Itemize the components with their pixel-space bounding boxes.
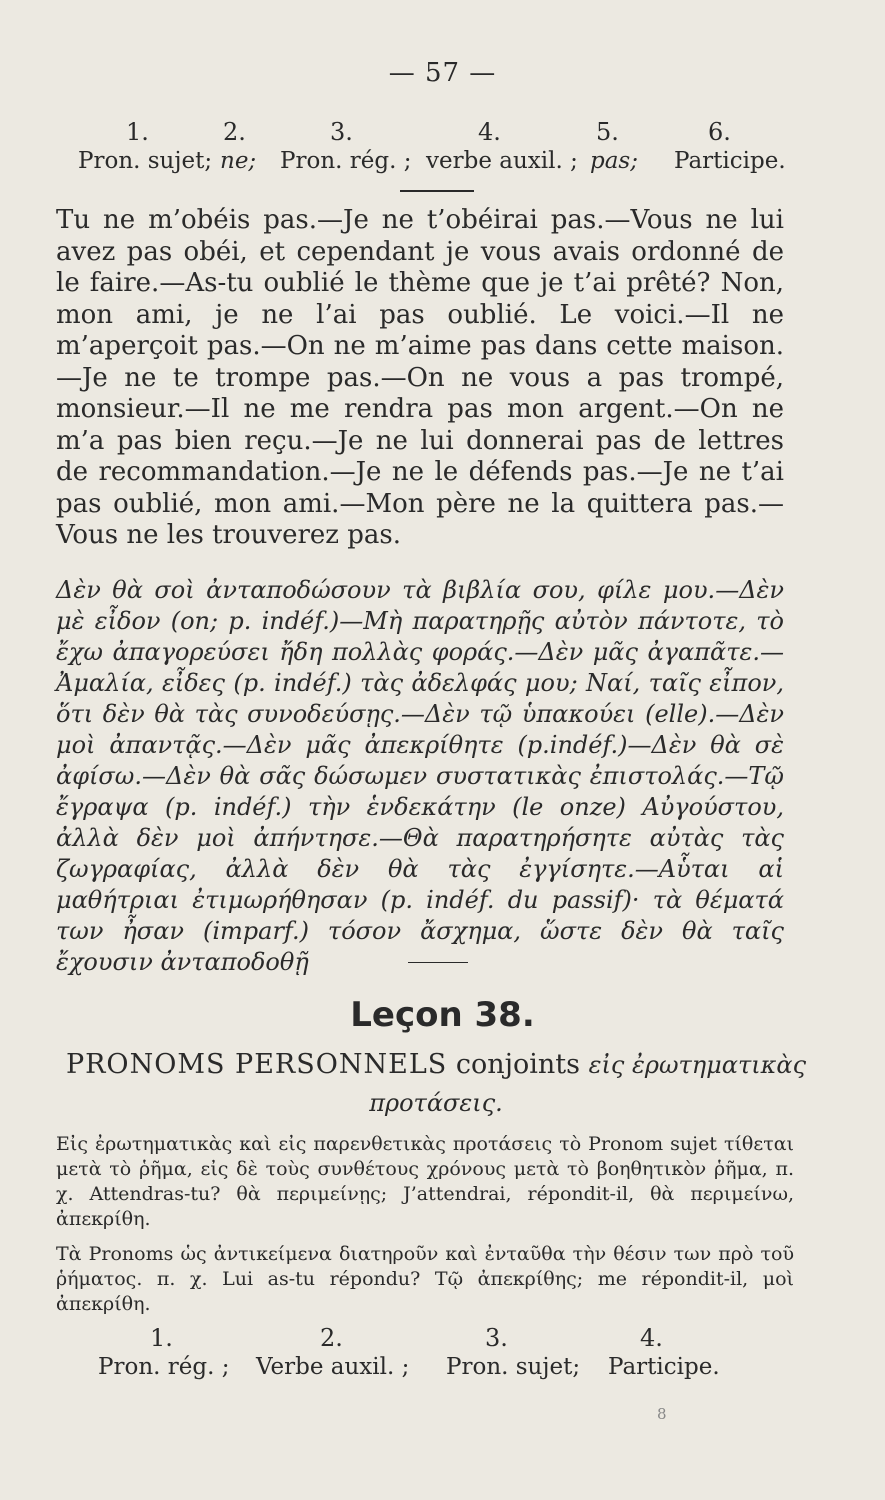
column-number: 5. [596,118,619,146]
column-label: pas; [590,148,638,174]
column-label: Pron. rég. ; [280,148,412,174]
column-number: 2. [320,1324,343,1352]
section-title [56,1046,816,1122]
column-number: 1. [126,118,149,146]
section-title-rest: conjoints [455,1049,580,1080]
divider-rule [408,962,468,963]
bottom-column-numbers [110,1324,810,1354]
column-label: ne; [220,148,257,174]
rule-paragraph: Εἰς ἐρωτηματικὰς καὶ εἰς παρενθετικὰς προτάσεις τὸ Pronom sujet τίθεται μετὰ τὸ ῥῆμα, εἰς δὲ τοὺς συνθέτους χρόνους μετὰ τὸ βοηθητικὸν ῥῆμα, π. χ. Attendras-tu? θὰ περιμείνῃς; J’attendrai, répondit-il, θὰ περιμείνω, ἀπεκρίθη. [56,1133,794,1230]
top-column-numbers [78,118,778,148]
divider-rule [400,190,474,192]
column-label: Verbe auxil. ; [256,1354,410,1380]
column-number: 3. [485,1324,508,1352]
column-label: Pron. sujet; [446,1354,581,1380]
column-number: 4. [640,1324,663,1352]
column-label: Pron. rég. ; [98,1354,230,1380]
column-number: 4. [478,118,501,146]
column-number: 3. [330,118,353,146]
column-number: 2. [223,118,246,146]
bottom-column-labels [98,1354,818,1388]
column-label: Pron. sujet; [78,148,213,174]
column-label: Participe. [608,1354,720,1380]
lesson-title: Leçon 38. [350,995,535,1035]
top-column-labels [78,148,798,180]
section-title-caps: PRONOMS PERSONNELS [65,1049,448,1080]
column-label: Participe. [674,148,786,174]
column-number: 1. [150,1324,173,1352]
french-example-paragraph: Tu ne m’obéis pas.—Je ne t’obéirai pas.—Vous ne lui avez pas obéi, et cependant je vous avais ordonné de le faire.—As-tu oublié le thème que je t’ai prêté? Non, mon ami, je ne l’ai pas oublié. Le voici.—Il ne m’aperçoit pas.—On ne m’aime pas dans cette maison. —Je ne te trompe pas.—On ne vous a pas trompé, monsieur.—Il ne me rendra pas mon argent.—On ne m’a pas bien reçu.—Je ne lui donnerai pas de lettres de recommandation.—Je ne le défends pas.—Je ne t’ai pas oublié, mon ami.—Mon père ne la quittera pas.— Vous ne les trouverez pas. [56,205,784,550]
column-number: 6. [708,118,731,146]
greek-exercise-paragraph: Δὲν θὰ σοὶ ἀνταποδώσουν τὰ βιβλία σου, φίλε μου.—Δὲν μὲ εἶδον (on; p. indéf.)—Μὴ παρατηρῇς αὐτὸν πάντοτε, τὸ ἔχω ἀπαγορεύσει ἤδη πολλὰς φοράς.—Δὲν μᾶς ἀγαπᾶτε.— Ἀμαλία, εἶδες (p. indéf.) τὰς ἀδελφάς μου; Ναί, ταῖς εἶπον, ὅτι δὲν θὰ τὰς συνοδεύσῃς.—Δὲν τῷ ὑπακούει (elle).—Δὲν μοὶ ἀπαντᾷς.—Δὲν μᾶς ἀπεκρίθητε (p.indéf.)—Δὲν θὰ σὲ ἀφίσω.—Δὲν θὰ σᾶς δώσωμεν συστατικὰς ἐπιστολάς.—Τῷ ἔγραψα (p. indéf.) τὴν ἑνδεκάτην (le onze) Αὐγούστου, ἀλλὰ δὲν μοὶ ἀπήντησε.—Θὰ παρατηρήσητε αὐτὰς τὰς ζωγραφίας, ἀλλὰ δὲν θὰ τὰς ἐγγίσητε.—Αὗται αἱ μαθήτριαι ἐτιμωρήθησαν (p. indéf. du passif)· τὰ θέματά των ἦσαν (imparf.) τόσον ἄσχημα, ὥστε δὲν θὰ ταῖς ἔχουσιν ἀνταποδοθῇ [56,576,784,976]
section-title-greek: εἰς ἐρωτηματικὰς προτάσεις. [369,1051,807,1117]
column-label: verbe auxil. ; [426,148,578,174]
folio-mark: 8 [657,1405,667,1423]
rule-paragraph: Τὰ Pronoms ὡς ἀντικείμενα διατηροῦν καὶ ἐνταῦθα τὴν θέσιν των πρὸ τοῦ ῥήματος. π. χ. Lui as-tu répondu? Τῷ ἀπεκρίθης; me répondit-il, μοὶ ἀπεκρίθη. [56,1243,794,1315]
page-number-header: — 57 — [388,58,497,88]
